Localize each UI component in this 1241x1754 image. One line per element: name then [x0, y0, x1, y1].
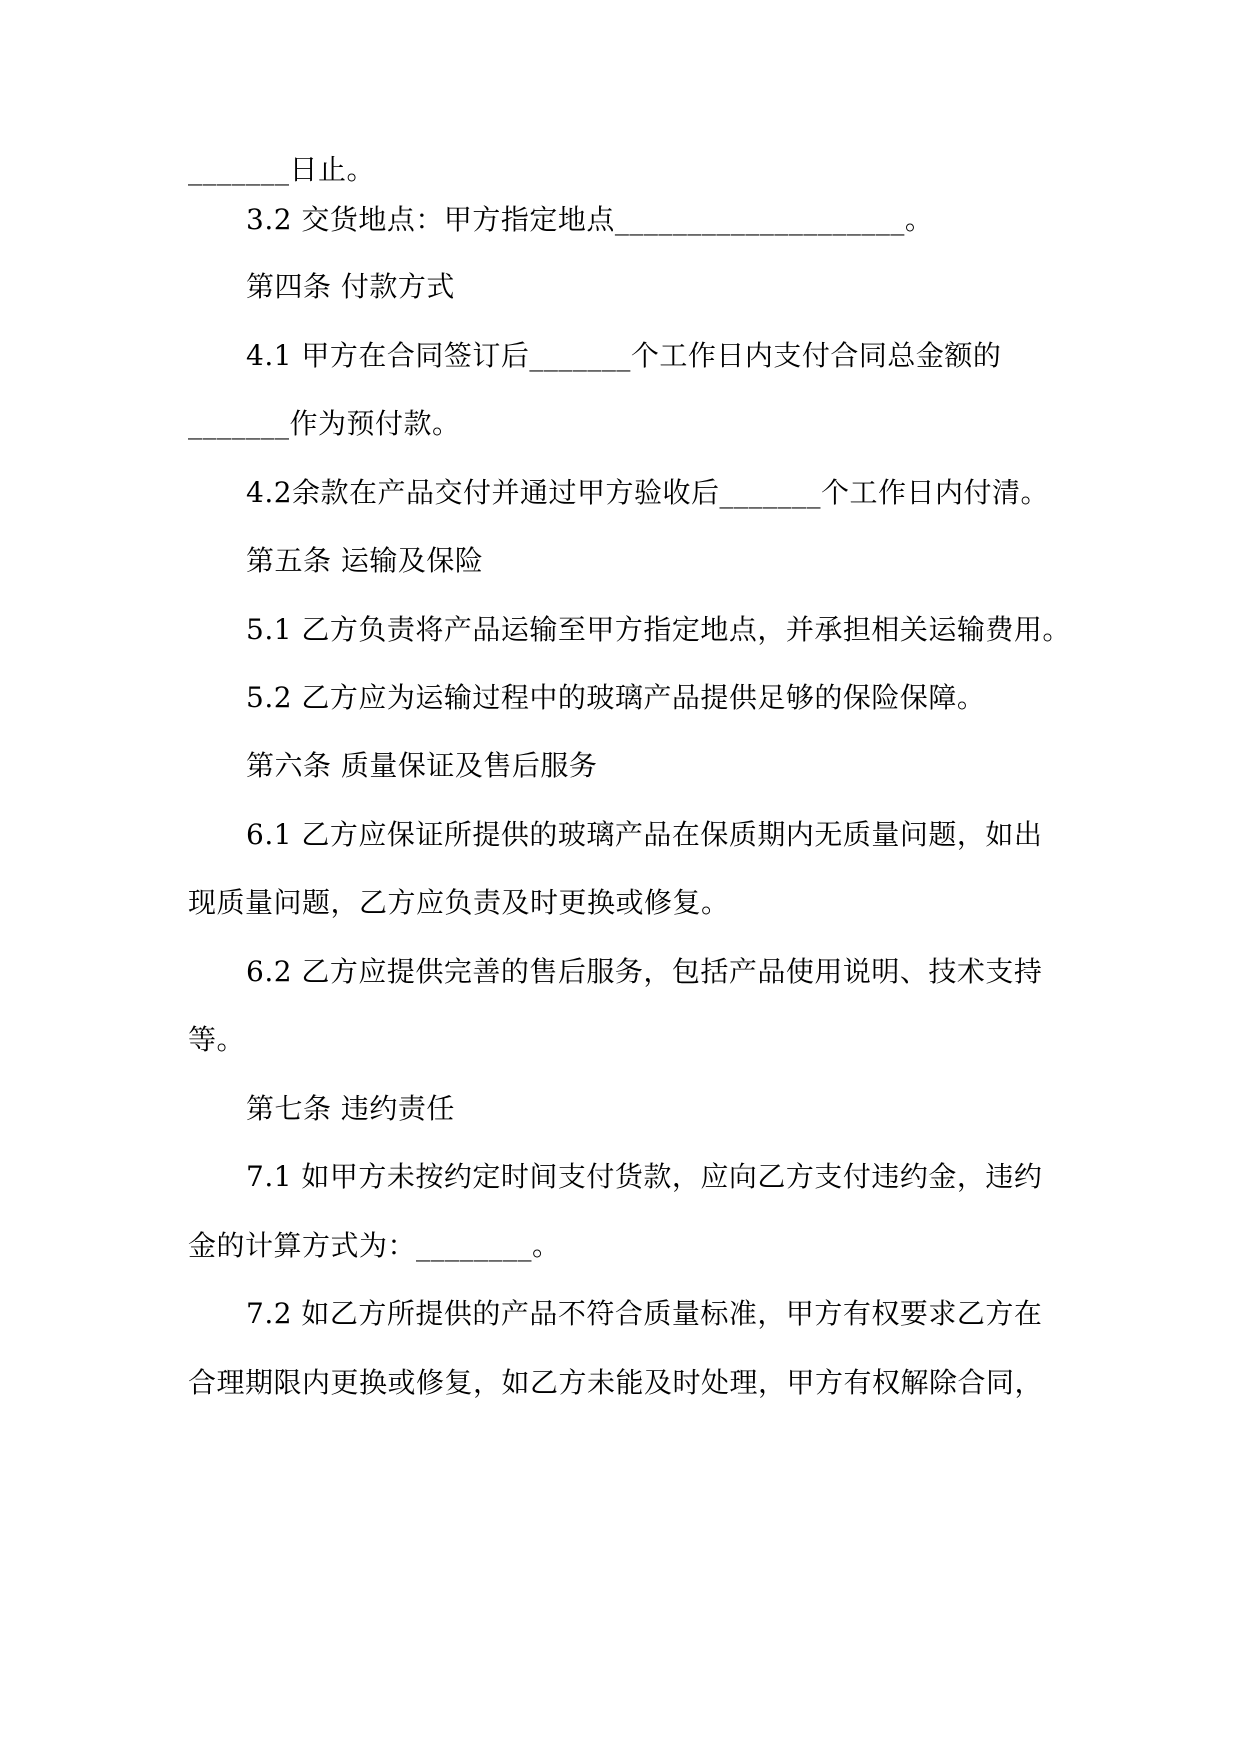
clause-5-2: 5.2 乙方应为运输过程中的玻璃产品提供足够的保险保障。 — [246, 681, 986, 714]
article-7-heading: 第七条 违约责任 — [246, 1092, 455, 1125]
text-line: 现质量问题，乙方应负责及时更换或修复。 — [188, 886, 730, 919]
article-5-heading: 第五条 运输及保险 — [246, 544, 484, 577]
clause-4-2: 4.2余款在产品交付并通过甲方验收后_______个工作日内付清。 — [246, 476, 1050, 509]
article-4-heading: 第四条 付款方式 — [246, 270, 455, 303]
clause-5-1: 5.1 乙方负责将产品运输至甲方指定地点，并承担相关运输费用。 — [246, 613, 1071, 646]
clause-3-2: 3.2 交货地点：甲方指定地点____________________。 — [246, 203, 934, 236]
clause-7-2: 7.2 如乙方所提供的产品不符合质量标准，甲方有权要求乙方在 — [246, 1297, 1043, 1330]
text-line: _______日止。 — [188, 153, 376, 186]
clause-4-1: 4.1 甲方在合同签订后_______个工作日内支付合同总金额的 — [246, 339, 1002, 372]
article-6-heading: 第六条 质量保证及售后服务 — [246, 749, 598, 782]
text-line: 合理期限内更换或修复，如乙方未能及时处理，甲方有权解除合同， — [188, 1366, 1044, 1399]
text-line: 金的计算方式为：________。 — [188, 1229, 561, 1262]
clause-6-2: 6.2 乙方应提供完善的售后服务，包括产品使用说明、技术支持 — [246, 955, 1043, 988]
clause-7-1: 7.1 如甲方未按约定时间支付货款，应向乙方支付违约金，违约 — [246, 1160, 1043, 1193]
text-line: 等。 — [188, 1023, 246, 1056]
text-line: _______作为预付款。 — [188, 407, 461, 440]
clause-6-1: 6.1 乙方应保证所提供的玻璃产品在保质期内无质量问题，如出 — [246, 818, 1043, 851]
